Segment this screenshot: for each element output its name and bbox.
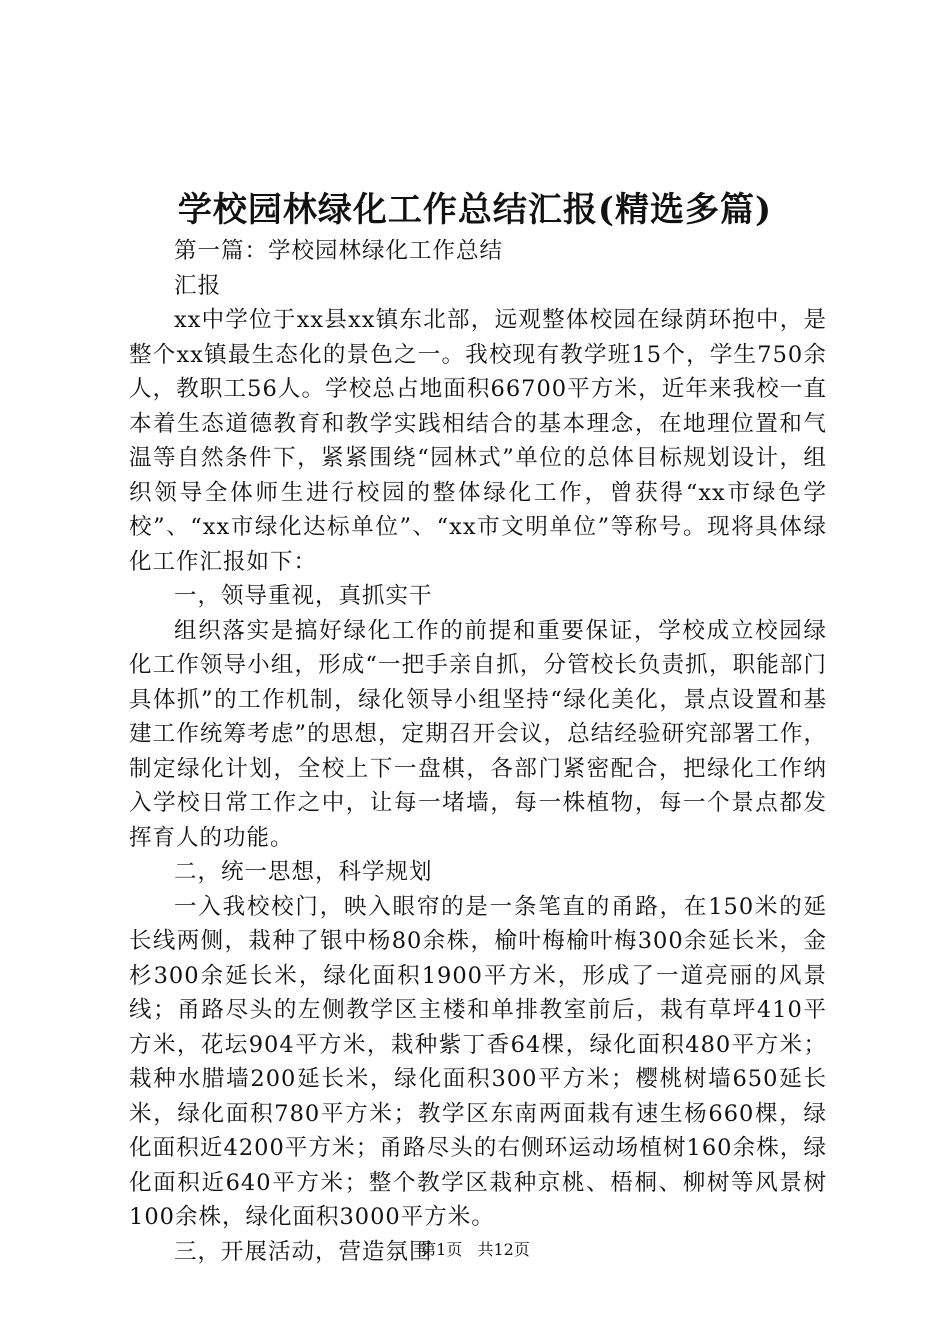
subheading: 三，开展活动，营造氛围: [174, 1238, 433, 1265]
body-paragraph: 组织落实是搞好绿化工作的前提和重要保证，学校成立校园绿化工作领导小组，形成“一把手亲自抓，分管校长负责抓，职能部门具体抓”的工作机制，绿化领导小组坚持“绿化美化，景点设置和基建工作统筹考虑”的思想，定期召开会议，总结经验研究部署工作，制定绿化计划，全校上下一盘棋，各部门紧密配合，把绿化工作纳入学校日常工作之中，让每一堵墙，每一株植物，每一个景点都发挥育人的功能。: [129, 617, 827, 851]
body-paragraph: xx中学位于xx县xx镇东北部，远观整体校园在绿荫环抱中，是整个xx镇最生态化的景色之一。我校现有教学班15个，学生750余人，教职工56人。学校总占地面积66700平方米，近年来我校一直本着生态道德教育和教学实践相结合的基本理念，在地理位置和气温等自然条件下，紧紧围绕“园林式”单位的总体目标规划设计，组织领导全体师生进行校园的整体绿化工作，曾获得“xx市绿色学校”、“xx市绿化达标单位”、“xx市文明单位”等称号。现将具体绿化工作汇报如下：: [129, 307, 827, 575]
subheading: 二，统一思想，科学规划: [174, 859, 433, 885]
page-total: 共12页: [477, 1240, 530, 1259]
section-heading: 第一篇：学校园林绿化工作总结: [174, 238, 504, 264]
page-footer: [0, 1238, 950, 1262]
document-body: [129, 234, 827, 1269]
subheading: 一，领导重视，真抓实干: [174, 583, 433, 609]
page-number: 第1页: [420, 1240, 463, 1259]
body-paragraph: 一入我校校门，映入眼帘的是一条笔直的甬路，在150米的延长线两侧，栽种了银中杨80余株，榆叶梅榆叶梅300余延长米，金杉300余延长米，绿化面积1900平方米，形成了一道亮丽的风景线；甬路尽头的左侧教学区主楼和单排教室前后，栽有草坪410平方米，花坛904平方米，栽种紫丁香64棵，绿化面积480平方米；栽种水腊墙200延长米，绿化面积300平方米；樱桃树墙650延长米，绿化面积780平方米；教学区东南两面栽有速生杨660棵，绿化面积近4200平方米；甬路尽头的右侧环运动场植树160余株，绿化面积近640平方米；整个教学区栽种京桃、梧桐、柳树等风景树100余株，绿化面积3000平方米。: [129, 893, 827, 1230]
section-heading-continued: 汇报: [174, 272, 222, 299]
document-title: 学校园林绿化工作总结汇报(精选多篇): [177, 190, 773, 230]
